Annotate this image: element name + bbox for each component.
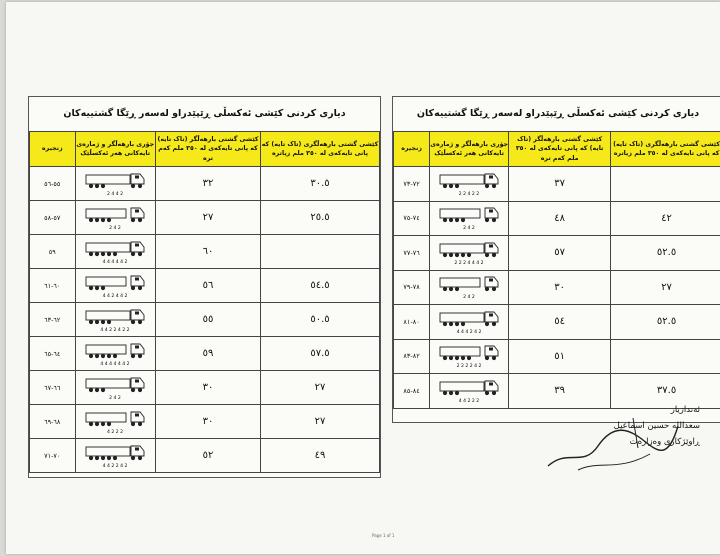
truck-diagram-icon (437, 378, 501, 404)
weight-below-cell: ٢٧ (261, 371, 380, 405)
left-panel-title: دیاری کردنی کێشی ئەکسڵی ڕێپێدراو لەسەر ڕێگا گشتییەکان (63, 108, 346, 119)
truck-diagram-icon (83, 239, 147, 265)
sequence-cell: ٦٢-٦٣ (30, 303, 76, 337)
left-table-body (30, 167, 380, 473)
axle-count-label: 4 4 2 2 4 2 2 (100, 327, 130, 333)
table-row (394, 339, 720, 374)
sequence-cell: ٧٨-٧٩ (394, 270, 430, 305)
axle-count-label: 4 4 4 2 4 2 (456, 329, 482, 335)
weight-below-cell (261, 235, 380, 269)
weight-below-cell: ٤٢ (611, 201, 720, 236)
axle-count-label: 4 4 2 4 4 2 (102, 293, 128, 299)
sequence-cell: ٧٤-٧٥ (394, 201, 430, 236)
weight-below-cell: ٥٤.٥ (261, 269, 380, 303)
weight-below-cell: ٢٧ (611, 270, 720, 305)
header-sequence: زنجیرە (394, 132, 430, 167)
truck-diagram-icon (83, 171, 147, 197)
truck-type-cell (75, 337, 156, 371)
right-axle-weight-table (393, 131, 720, 409)
weight-above-cell: ٥٧ (509, 236, 611, 271)
axle-count-label: 2 4 2 (109, 395, 122, 401)
weight-above-cell: ٣٧ (509, 167, 611, 202)
table-row (30, 167, 380, 201)
truck-diagram-icon (437, 309, 501, 335)
weight-above-cell: ٣٠ (156, 371, 261, 405)
sequence-cell: ٨٤-٨٥ (394, 374, 430, 409)
truck-type-cell (75, 201, 156, 235)
weight-above-cell: ٦٠ (156, 235, 261, 269)
signature-title: ئەندازیار (670, 405, 700, 415)
header-weight-below: کێشی گشتی بارهەڵگری (تاک تایە) کە پانی تایەکەی لە ٣٥٠ ملم زیاترە (611, 132, 720, 167)
truck-type-cell (75, 371, 156, 405)
table-row (30, 405, 380, 439)
truck-diagram-icon (437, 240, 501, 266)
sequence-cell: ٦٠-٦١ (30, 269, 76, 303)
truck-type-cell (75, 235, 156, 269)
truck-type-cell (75, 269, 156, 303)
truck-diagram-icon (83, 409, 147, 435)
weight-below-cell (611, 167, 720, 202)
weight-below-cell: ٥٧.٥ (261, 337, 380, 371)
weight-below-cell (611, 339, 720, 374)
sequence-cell: ٥٩ (30, 235, 76, 269)
axle-count-label: 2 4 2 (463, 295, 476, 301)
truck-type-cell (430, 236, 509, 271)
truck-diagram-icon (83, 307, 147, 333)
right-table-body (394, 167, 720, 409)
axle-count-label: 4 4 4 4 4 4 2 (100, 361, 130, 367)
table-row (30, 371, 380, 405)
axle-count-label: 2 2 2 2 4 2 (456, 364, 482, 370)
header-weight-below: کێشی گشتی بارهەڵگری (تاک تایە) کە پانی تایەکەی لە ٣٥٠ ملم زیاترە (261, 132, 380, 167)
truck-type-cell (75, 167, 156, 201)
weight-above-cell: ٣٩ (509, 374, 611, 409)
weight-below-cell: ٥٢.٥ (611, 236, 720, 271)
table-row (30, 269, 380, 303)
weight-above-cell: ٥٤ (509, 305, 611, 340)
truck-diagram-icon (437, 205, 501, 231)
table-row (394, 305, 720, 340)
truck-type-cell (430, 167, 509, 202)
axle-count-label: 2 4 2 (463, 226, 476, 232)
left-axle-weight-table (29, 131, 380, 473)
truck-type-cell (430, 339, 509, 374)
weight-above-cell: ٣٠ (509, 270, 611, 305)
sequence-cell: ٨٢-٨٣ (394, 339, 430, 374)
sequence-cell: ٨٠-٨١ (394, 305, 430, 340)
truck-type-cell (430, 270, 509, 305)
header-weight-above: کێشی گشتی بارهەڵگر (تاک تایە) کە پانی تایەکەی لە ٣٥٠ ملم کەم ترە (156, 132, 261, 167)
truck-type-cell (75, 405, 156, 439)
truck-type-cell (75, 303, 156, 337)
sequence-cell: ٧٦-٧٧ (394, 236, 430, 271)
table-row (30, 303, 380, 337)
weight-above-cell: ٢٧ (156, 201, 261, 235)
sequence-cell: ٥٥-٥٦ (30, 167, 76, 201)
sequence-cell: ٧٠-٧١ (30, 439, 76, 473)
signature-role: ڕاوێژکاری وەزارەت (629, 437, 700, 448)
weight-above-cell: ٤٨ (509, 201, 611, 236)
truck-diagram-icon (83, 273, 147, 299)
axle-count-label: 2 4 4 2 (107, 191, 124, 197)
weight-above-cell: ٥٦ (156, 269, 261, 303)
sequence-cell: ٦٦-٦٧ (30, 371, 76, 405)
signature-block (560, 402, 700, 450)
signature-name: سعداللە حسین اسماعیل (613, 421, 700, 432)
weight-below-cell: ٥٠.٥ (261, 303, 380, 337)
truck-diagram-icon (437, 274, 501, 300)
weight-above-cell: ٥٥ (156, 303, 261, 337)
right-table-panel (392, 96, 720, 423)
axle-count-label: 2 2 4 2 2 (458, 191, 480, 197)
axle-count-label: 2 4 2 (109, 225, 122, 231)
left-table-panel (28, 96, 381, 478)
weight-above-cell: ٥٩ (156, 337, 261, 371)
table-row (394, 236, 720, 271)
truck-diagram-icon (437, 171, 501, 197)
sequence-cell: ٥٧-٥٨ (30, 201, 76, 235)
weight-below-cell: ٢٥.٥ (261, 201, 380, 235)
weight-below-cell: ٣٠.٥ (261, 167, 380, 201)
weight-below-cell: ٥٢.٥ (611, 305, 720, 340)
truck-diagram-icon (83, 443, 147, 469)
sequence-cell: ٦٨-٦٩ (30, 405, 76, 439)
table-row (30, 235, 380, 269)
weight-above-cell: ٣٢ (156, 167, 261, 201)
sequence-cell: ٦٤-٦٥ (30, 337, 76, 371)
header-sequence: زنجیرە (30, 132, 76, 167)
axle-count-label: 4 2 2 2 (107, 429, 124, 435)
truck-type-cell (75, 439, 156, 473)
truck-diagram-icon (437, 343, 501, 369)
axle-count-label: 4 4 4 4 4 2 (102, 259, 128, 265)
table-row (394, 270, 720, 305)
axle-count-label: 4 4 2 2 4 2 (102, 463, 128, 469)
truck-diagram-icon (83, 375, 147, 401)
table-row (394, 167, 720, 202)
truck-diagram-icon (83, 205, 147, 231)
handwritten-signature (538, 408, 688, 478)
weight-above-cell: ٥٢ (156, 439, 261, 473)
header-truck-type: جۆری بارهەڵگر و ژمارەی تایەکانی هەر ئەکسڵێک (430, 132, 509, 167)
right-panel-title: دیاری کردنی کێشی ئەکسڵی ڕێپێدراو لەسەر ڕێگا گشتییەکان (416, 108, 700, 119)
page-footer: Page 1 of 1 (372, 533, 395, 538)
table-row (394, 201, 720, 236)
truck-type-cell (430, 374, 509, 409)
table-row (30, 439, 380, 473)
truck-type-cell (430, 201, 509, 236)
truck-diagram-icon (83, 341, 147, 367)
weight-above-cell: ٣٠ (156, 405, 261, 439)
table-row (30, 337, 380, 371)
axle-count-label: 2 2 2 4 4 4 2 (454, 260, 484, 266)
sequence-cell: ٧٢-٧٣ (394, 167, 430, 202)
weight-below-cell: ٣٧.٥ (611, 374, 720, 409)
axle-count-label: 4 4 2 2 2 (458, 398, 480, 404)
truck-type-cell (430, 305, 509, 340)
weight-above-cell: ٥١ (509, 339, 611, 374)
table-row (30, 201, 380, 235)
weight-below-cell: ٤٩ (261, 439, 380, 473)
header-weight-above: کێشی گشتی بارهەڵگر (تاک تایە) کە پانی تایەکەی لە ٣٥٠ ملم کەم ترە (509, 132, 611, 167)
weight-below-cell: ٢٧ (261, 405, 380, 439)
header-truck-type: جۆری بارهەڵگر و ژمارەی تایەکانی هەر ئەکسڵێک (75, 132, 156, 167)
